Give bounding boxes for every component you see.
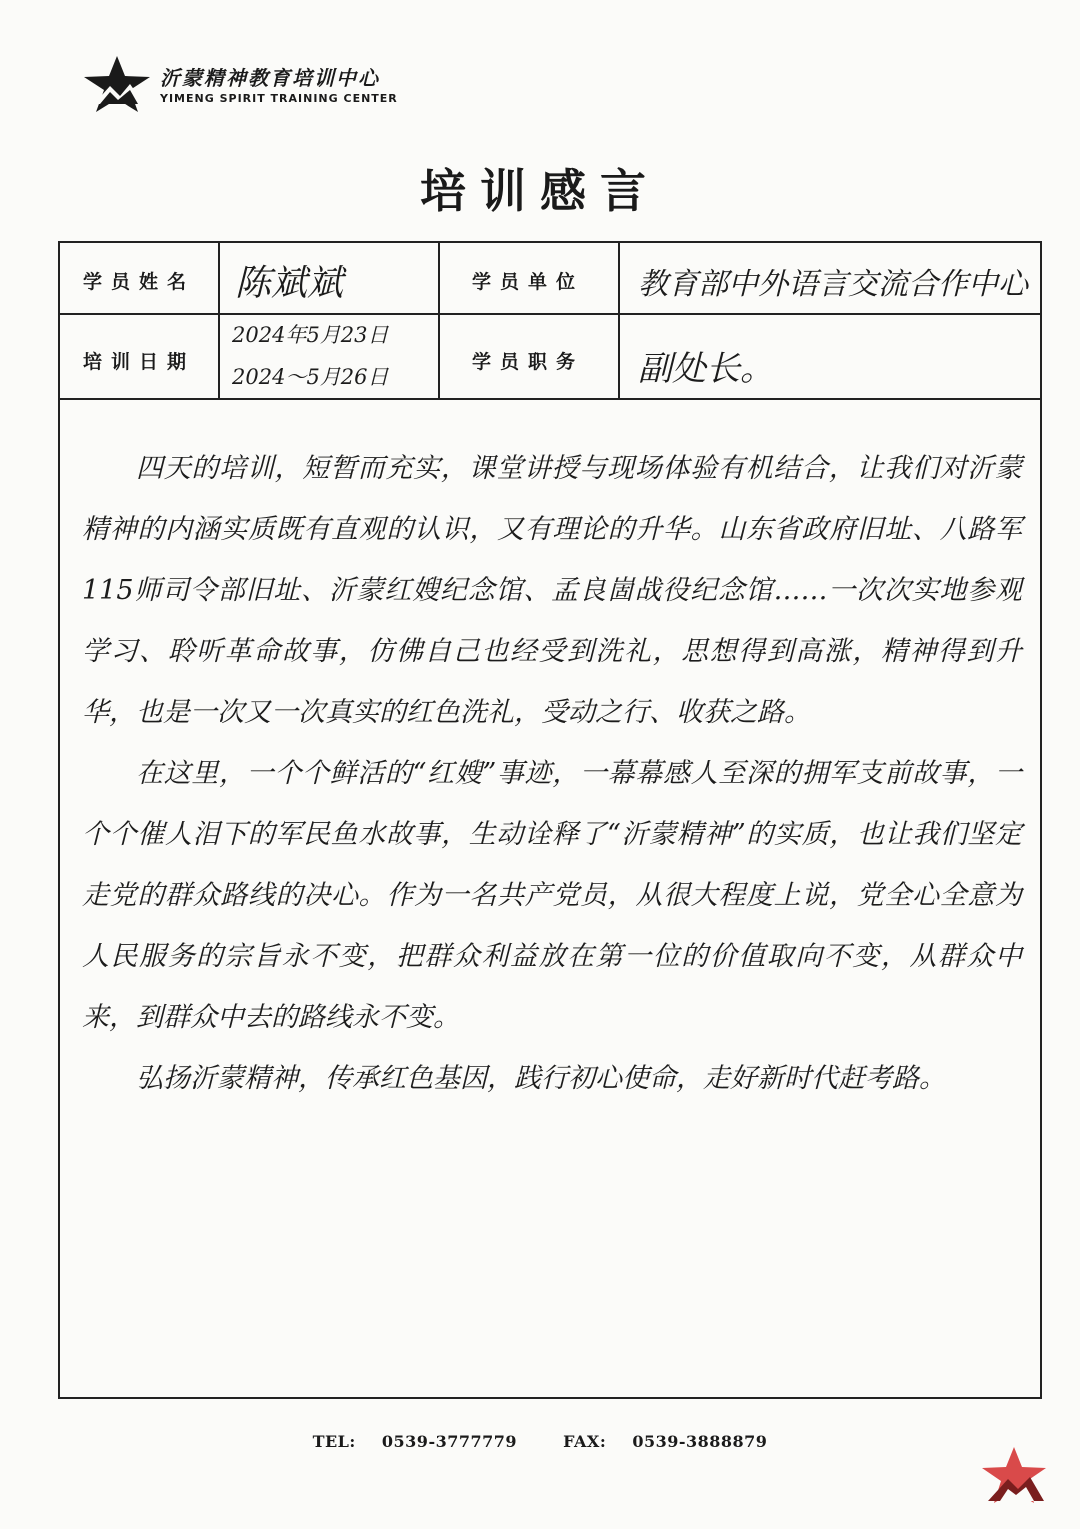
logo-chinese-name: 沂蒙精神教育培训中心: [160, 66, 380, 90]
unit-label: 学员单位: [471, 271, 584, 293]
column-divider: [618, 243, 620, 398]
tel-label: TEL:: [312, 1432, 356, 1451]
unit-value: 教育部中外语言交流合作中心: [638, 267, 1028, 302]
reflection-paragraph: 在这里，一个个鲜活的“红嫂”事迹，一幕幕感人至深的拥军支前故事，一个个催人泪下的军民鱼水故事，生动诠释了“沂蒙精神”的实质，也让我们坚定走党的群众路线的决心。作为一名共产党员，从很大程度上说，党全心全意为人民服务的宗旨永不变，把群众利益放在第一位的价值取向不变，从群众中来，到群众中去的路线永不变。: [82, 758, 1022, 1033]
fax-number: 0539-3888879: [632, 1432, 768, 1451]
date-start: 2024年5月23日: [232, 323, 389, 347]
tel-group: [303, 1432, 527, 1451]
position-label: 学员职务: [471, 351, 584, 373]
center-logo: [80, 50, 400, 120]
name-value: 陈斌斌: [235, 263, 344, 304]
page-title: 培训感言: [420, 164, 660, 218]
training-reflection-form: [58, 241, 1042, 1399]
name-label: 学员姓名: [82, 271, 195, 293]
reflection-paragraph: 弘扬沂蒙精神，传承红色基因，践行初心使命，走好新时代赶考路。: [136, 1063, 946, 1094]
corner-star-mountain-icon: [978, 1445, 1050, 1507]
fax-group: [553, 1432, 777, 1451]
position-value: 副处长。: [638, 349, 774, 389]
star-mountain-icon: [80, 54, 154, 114]
tel-number: 0539-3777779: [381, 1432, 518, 1451]
column-divider: [218, 243, 220, 398]
reflection-paragraph: 四天的培训，短暂而充实，课堂讲授与现场体验有机结合，让我们对沂蒙精神的内涵实质既有直观的认识，又有理论的升华。山东省政府旧址、八路军115师司令部旧址、沂蒙红嫂纪念馆、孟良崮战役纪念馆……一次次实地参观学习、聆听革命故事，仿佛自己也经受到洗礼，思想得到高涨，精神得到升华，也是一次又一次真实的红色洗礼，受动之行、收获之路。: [82, 453, 1022, 728]
logo-english-name: YIMENG SPIRIT TRAINING CENTER: [160, 92, 398, 105]
reflection-body: [82, 438, 1022, 1109]
date-end: 2024～5月26日: [232, 365, 389, 389]
date-label: 培训日期: [82, 351, 195, 373]
contact-footer: [0, 1432, 1080, 1451]
row-divider: [60, 398, 1040, 400]
row-divider: [60, 313, 1040, 315]
fax-label: FAX:: [563, 1432, 607, 1451]
